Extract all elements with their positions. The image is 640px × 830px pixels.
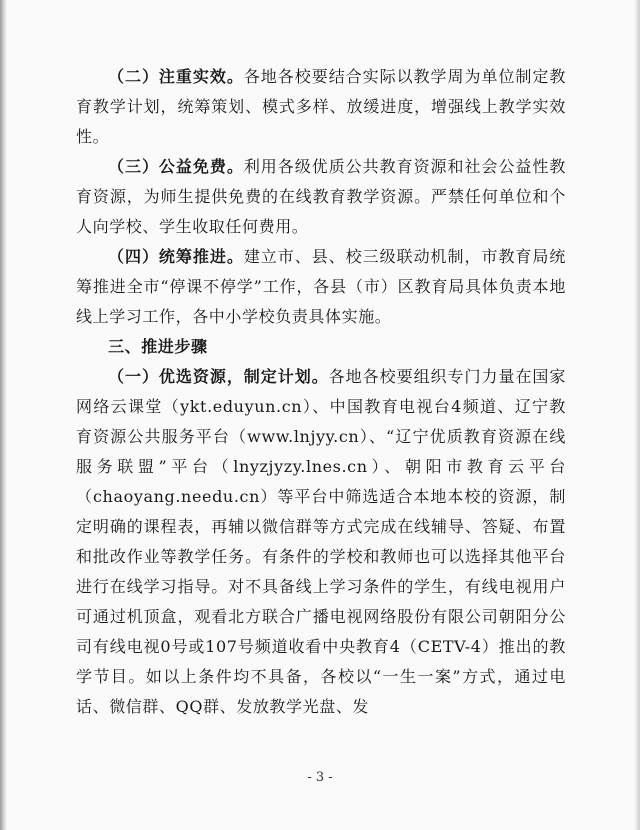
paragraph-text: 建立市、县、校三级联动机制，市教育局统筹推进全市“停课不停学”工作，各县（市）区教育局具体负责本地线上学习工作，各中小学校负责具体实施。 bbox=[76, 247, 566, 326]
paragraph-select-resources bbox=[76, 362, 566, 722]
section-heading: 三、推进步骤 bbox=[108, 337, 208, 356]
paragraph-text: 各地各校要组织专门力量在国家网络云课堂（ykt.eduyun.cn）、中国教育电视台4频道、辽宁教育资源公共服务平台（www.lnjyy.cn）、“辽宁优质教育资源在线服务联盟”平台（lnyzjyzy.lnes.cn）、朝阳市教育云平台（chaoyang.needu.cn）等平台中筛选适合本地本校的资源，制定明确的课程表，再辅以微信群等方式完成在线辅导、答疑、布置和批改作业等教学任务。有条件的学校和教师也可以选择其他平台进行在线学习指导。对不具备线上学习条件的学生，有线电视用户可通过机顶盒，观看北方联合广播电视网络股份有限公司朝阳分公司有线电视0号或107号频道收看中央教育4（CETV-4）推出的教学节目。如以上条件均不具备，各校以“一生一案”方式，通过电话、微信群、QQ群、发放教学光盘、发 bbox=[76, 367, 566, 716]
paragraph-public-free bbox=[76, 152, 566, 242]
paragraph-lead: （四）统筹推进。 bbox=[108, 247, 244, 266]
page-number: - 3 - bbox=[307, 770, 333, 785]
paragraph-lead: （一）优选资源，制定计划。 bbox=[108, 367, 329, 386]
paragraph-lead: （二）注重实效。 bbox=[108, 67, 244, 86]
paragraph-text: 各地各校要结合实际以教学周为单位制定教育教学计划，统筹策划、模式多样、放缓进度，增强线上教学实效性。 bbox=[76, 67, 566, 146]
paragraph-practical-effect bbox=[76, 62, 566, 152]
paragraph-lead: （三）公益免费。 bbox=[108, 157, 244, 176]
paragraph-coordinated-advance bbox=[76, 242, 566, 332]
paragraph-text: 利用各级优质公共教育资源和社会公益性教育资源，为师生提供免费的在线教育教学资源。严禁任何单位和个人向学校、学生收取任何费用。 bbox=[76, 157, 566, 236]
document-body bbox=[76, 62, 566, 722]
